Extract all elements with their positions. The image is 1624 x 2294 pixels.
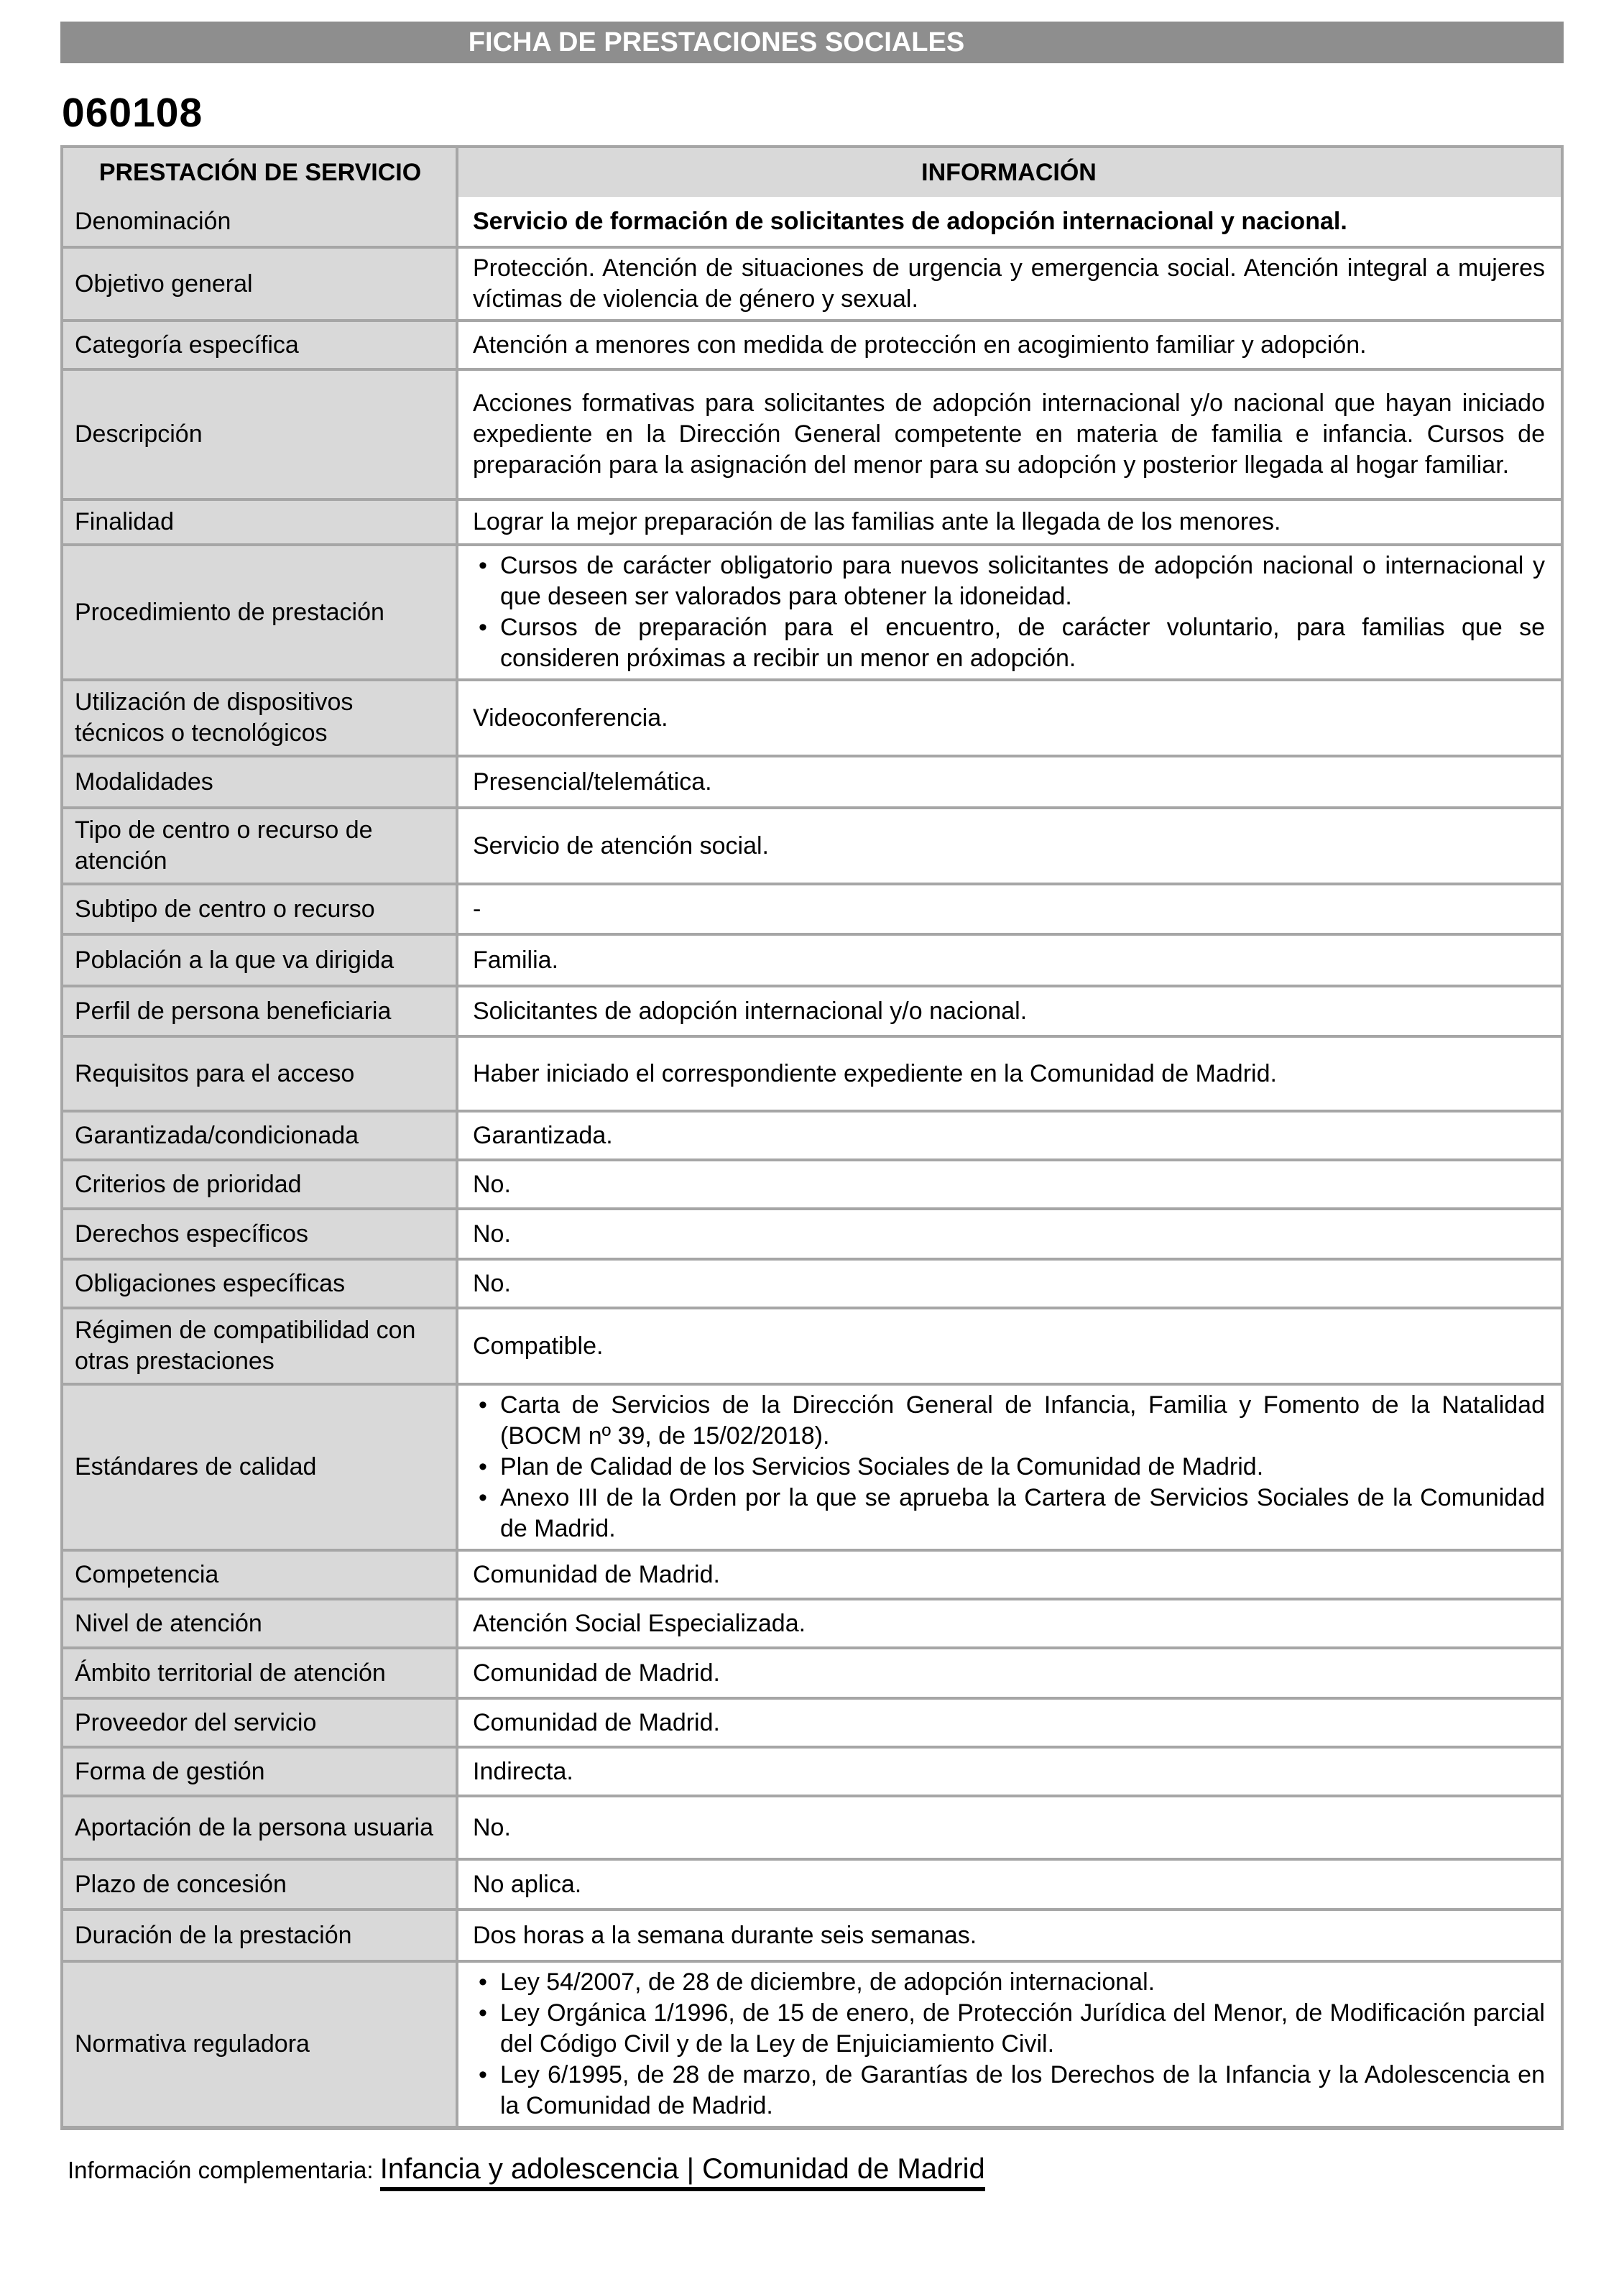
row-value-text: Familia.: [473, 946, 559, 974]
row-value-text: Haber iniciado el correspondiente expediente en la Comunidad de Madrid.: [473, 1059, 1277, 1087]
row-label: Tipo de centro o recurso de atención: [63, 809, 458, 883]
row-value-text: Solicitantes de adopción internacional y/o nacional.: [473, 997, 1028, 1025]
row-value: [458, 1861, 1561, 1908]
table-row: [63, 1258, 1561, 1307]
table-row: [63, 1383, 1561, 1549]
row-label: Finalidad: [63, 501, 458, 543]
bullet-item: • Ley 54/2007, de 28 de diciembre, de adopción internacional.: [473, 1967, 1545, 1998]
row-value-text: Acciones formativas para solicitantes de adopción internacional y/o nacional que hayan iniciado expediente en la Dirección General competente en materia de familia e infancia. Cursos de preparación para la asignación del menor para su adopción y posterior llegada al hogar familiar.: [473, 390, 1545, 479]
row-value-text: Atención a menores con medida de protección en acogimiento familiar y adopción.: [473, 331, 1367, 359]
row-label: Estándares de calidad: [63, 1386, 458, 1549]
table-row: [63, 933, 1561, 985]
row-value: [458, 1210, 1561, 1258]
row-value: [458, 681, 1561, 755]
footer: [68, 2153, 985, 2185]
bullet-item: • Anexo III de la Orden por la que se aprueba la Cartera de Servicios Sociales de la Comunidad de Madrid.: [473, 1483, 1545, 1544]
row-label: Categoría específica: [63, 322, 458, 368]
row-value-text: Protección. Atención de situaciones de urgencia y emergencia social. Atención integral a mujeres víctimas de violencia de género y sexual.: [473, 254, 1545, 313]
table-row: [63, 197, 1561, 246]
row-label: Derechos específicos: [63, 1210, 458, 1258]
row-value: [458, 501, 1561, 543]
row-label: Aportación de la persona usuaria: [63, 1797, 458, 1858]
table-row: [63, 246, 1561, 319]
footer-link[interactable]: Infancia y adolescencia | Comunidad de Madrid: [380, 2153, 985, 2191]
row-value: [458, 322, 1561, 368]
table-row: [63, 319, 1561, 368]
row-label: Nivel de atención: [63, 1600, 458, 1646]
table-row: [63, 755, 1561, 806]
row-label: Población a la que va dirigida: [63, 936, 458, 985]
bullet-item: • Cursos de carácter obligatorio para nuevos solicitantes de adopción nacional o internacional y que deseen ser valorados para obtener la idoneidad.: [473, 551, 1545, 612]
row-value-text: Garantizada.: [473, 1121, 613, 1149]
row-value-text: No.: [473, 1220, 511, 1248]
row-label: Subtipo de centro o recurso: [63, 885, 458, 933]
row-value: [458, 1386, 1561, 1549]
table-row: [63, 1598, 1561, 1646]
table-row: [63, 678, 1561, 755]
row-value-text: Presencial/telemática.: [473, 768, 712, 796]
row-label: Obligaciones específicas: [63, 1261, 458, 1307]
row-value-text: Compatible.: [473, 1332, 604, 1360]
table-row: [63, 1549, 1561, 1598]
table-row: [63, 1908, 1561, 1960]
row-value: [458, 371, 1561, 498]
service-table-body: [63, 197, 1561, 2126]
bullet-item: • Carta de Servicios de la Dirección General de Infancia, Familia y Fomento de la Natalidad (BOCM nº 39, de 15/02/2018).: [473, 1390, 1545, 1452]
row-value: [458, 1749, 1561, 1795]
bullet-item: • Cursos de preparación para el encuentro, de carácter voluntario, para familias que se consideren próximas a recibir un menor en adopción.: [473, 612, 1545, 674]
row-label: Duración de la prestación: [63, 1911, 458, 1960]
row-value: [458, 987, 1561, 1035]
row-label: Forma de gestión: [63, 1749, 458, 1795]
row-value: [458, 1261, 1561, 1307]
row-value-text: Videoconferencia.: [473, 704, 668, 732]
table-row: [63, 1207, 1561, 1258]
row-label: Garantizada/condicionada: [63, 1113, 458, 1158]
row-value: [458, 1649, 1561, 1697]
service-table: [60, 145, 1564, 2130]
table-row: [63, 543, 1561, 678]
row-value-text: Dos horas a la semana durante seis semanas.: [473, 1921, 977, 1949]
row-value: [458, 1600, 1561, 1646]
row-value: [458, 1963, 1561, 2126]
row-label: Requisitos para el acceso: [63, 1038, 458, 1110]
row-value-text: Comunidad de Madrid.: [473, 1708, 720, 1736]
row-value-text: No aplica.: [473, 1870, 582, 1898]
row-label: Régimen de compatibilidad con otras prestaciones: [63, 1309, 458, 1383]
row-value-text: Atención Social Especializada.: [473, 1609, 806, 1637]
row-label: Proveedor del servicio: [63, 1700, 458, 1746]
header-informacion: INFORMACIÓN: [458, 148, 1561, 197]
document-code: 060108: [62, 90, 203, 136]
row-value: [458, 1700, 1561, 1746]
row-value: [458, 1797, 1561, 1858]
bullet-item: • Plan de Calidad de los Servicios Sociales de la Comunidad de Madrid.: [473, 1452, 1545, 1483]
table-row: [63, 985, 1561, 1035]
row-value: [458, 546, 1561, 678]
row-value-text: Comunidad de Madrid.: [473, 1659, 720, 1687]
row-label: Ámbito territorial de atención: [63, 1649, 458, 1697]
row-value-text: Servicio de atención social.: [473, 832, 770, 860]
table-row: [63, 883, 1561, 933]
row-value: [458, 809, 1561, 883]
banner-title: FICHA DE PRESTACIONES SOCIALES: [468, 27, 965, 57]
page-banner: [60, 22, 1564, 63]
row-label: Objetivo general: [63, 249, 458, 319]
footer-label: Información complementaria:: [68, 2157, 374, 2183]
table-row: [63, 1646, 1561, 1697]
table-row: [63, 1697, 1561, 1746]
row-value: [458, 757, 1561, 806]
row-value-text: No.: [473, 1269, 511, 1297]
row-label: Procedimiento de prestación: [63, 546, 458, 678]
table-row: [63, 1795, 1561, 1858]
row-value: [458, 1309, 1561, 1383]
row-label: Denominación: [63, 197, 458, 246]
table-row: [63, 1960, 1561, 2126]
bullet-item: • Ley Orgánica 1/1996, de 15 de enero, de Protección Jurídica del Menor, de Modificación parcial del Código Civil y de la Ley de Enjuiciamiento Civil.: [473, 1998, 1545, 2060]
row-value-text: Servicio de formación de solicitantes de adopción internacional y nacional.: [473, 207, 1347, 235]
table-row: [63, 1035, 1561, 1110]
row-value: [458, 936, 1561, 985]
row-value-text: No.: [473, 1813, 511, 1841]
row-label: Perfil de persona beneficiaria: [63, 987, 458, 1035]
table-row: [63, 1110, 1561, 1158]
row-label: Competencia: [63, 1552, 458, 1598]
table-header-row: [63, 148, 1561, 197]
row-label: Normativa reguladora: [63, 1963, 458, 2126]
row-value: [458, 1161, 1561, 1207]
row-label: Utilización de dispositivos técnicos o tecnológicos: [63, 681, 458, 755]
row-value: [458, 1552, 1561, 1598]
row-label: Criterios de prioridad: [63, 1161, 458, 1207]
bullet-item: • Ley 6/1995, de 28 de marzo, de Garantías de los Derechos de la Infancia y la Adolescencia en la Comunidad de Madrid.: [473, 2060, 1545, 2122]
row-value-text: Lograr la mejor preparación de las familias ante la llegada de los menores.: [473, 508, 1281, 535]
table-row: [63, 368, 1561, 498]
row-label: Descripción: [63, 371, 458, 498]
row-value: [458, 249, 1561, 319]
row-value: [458, 1911, 1561, 1960]
table-row: [63, 1858, 1561, 1908]
row-value-text: -: [473, 895, 481, 923]
row-value-text: No.: [473, 1170, 511, 1198]
table-row: [63, 498, 1561, 543]
header-prestacion: PRESTACIÓN DE SERVICIO: [63, 148, 458, 197]
row-value: [458, 1113, 1561, 1158]
row-value: [458, 197, 1561, 246]
table-row: [63, 1158, 1561, 1207]
table-row: [63, 1307, 1561, 1383]
table-row: [63, 806, 1561, 883]
row-value-text: Comunidad de Madrid.: [473, 1560, 720, 1588]
row-label: Plazo de concesión: [63, 1861, 458, 1908]
row-value-text: Indirecta.: [473, 1757, 573, 1785]
row-value: [458, 885, 1561, 933]
row-label: Modalidades: [63, 757, 458, 806]
row-value: [458, 1038, 1561, 1110]
table-row: [63, 1746, 1561, 1795]
